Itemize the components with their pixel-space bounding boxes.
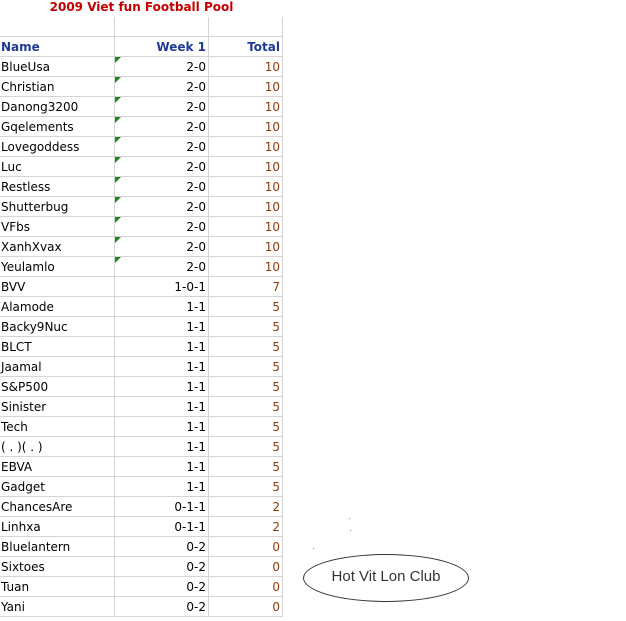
week1-record-cell[interactable]: 2-0 — [115, 97, 209, 117]
week1-record-cell[interactable]: 1-1 — [115, 297, 209, 317]
week1-record-cell[interactable]: 1-1 — [115, 377, 209, 397]
player-name-cell[interactable]: ChancesAre — [0, 497, 115, 517]
week1-record-cell[interactable]: 1-1 — [115, 417, 209, 437]
table-row — [0, 217, 283, 237]
player-name-cell[interactable]: BlueUsa — [0, 57, 115, 77]
name-column-header[interactable]: Name — [0, 37, 115, 57]
table-row — [0, 377, 283, 397]
total-points-cell[interactable]: 10 — [209, 137, 283, 157]
week1-record-cell[interactable]: 1-1 — [115, 357, 209, 377]
table-row — [0, 297, 283, 317]
total-points-cell[interactable]: 5 — [209, 397, 283, 417]
total-points-cell[interactable]: 10 — [209, 57, 283, 77]
cell-note-indicator-icon — [115, 257, 121, 263]
pool-title: 2009 Viet fun Football Pool — [49, 0, 234, 14]
total-column-header[interactable]: Total — [209, 37, 283, 57]
total-points-cell[interactable]: 5 — [209, 377, 283, 397]
week1-record-cell[interactable]: 2-0 — [115, 197, 209, 217]
player-name-cell[interactable]: Christian — [0, 77, 115, 97]
total-points-cell[interactable]: 5 — [209, 317, 283, 337]
week1-record-cell[interactable]: 0-2 — [115, 557, 209, 577]
player-name-cell[interactable]: Tuan — [0, 577, 115, 597]
week1-record-cell[interactable]: 0-1-1 — [115, 497, 209, 517]
week1-record-cell[interactable]: 2-0 — [115, 257, 209, 277]
total-points-cell[interactable]: 10 — [209, 197, 283, 217]
cell-note-indicator-icon — [115, 137, 121, 143]
table-row — [0, 397, 283, 417]
table-row — [0, 177, 283, 197]
table-row — [0, 197, 283, 217]
week1-record-cell[interactable]: 2-0 — [115, 57, 209, 77]
table-row — [0, 437, 283, 457]
week1-record-cell[interactable]: 1-1 — [115, 317, 209, 337]
player-name-cell[interactable]: ( . )( . ) — [0, 437, 115, 457]
total-points-cell[interactable]: 5 — [209, 297, 283, 317]
total-points-cell[interactable]: 0 — [209, 577, 283, 597]
cell-note-indicator-icon — [115, 157, 121, 163]
total-points-cell[interactable]: 10 — [209, 217, 283, 237]
total-points-cell[interactable]: 0 — [209, 537, 283, 557]
week1-record-cell[interactable]: 2-0 — [115, 137, 209, 157]
week1-record-cell[interactable]: 2-0 — [115, 217, 209, 237]
blank-row — [0, 17, 283, 37]
total-points-cell[interactable]: 10 — [209, 237, 283, 257]
total-points-cell[interactable]: 5 — [209, 477, 283, 497]
player-name-cell[interactable]: Sinister — [0, 397, 115, 417]
player-name-cell[interactable]: Lovegoddess — [0, 137, 115, 157]
table-row — [0, 237, 283, 257]
total-points-cell[interactable]: 10 — [209, 97, 283, 117]
player-name-cell[interactable]: XanhXvax — [0, 237, 115, 257]
player-name-cell[interactable]: S&P500 — [0, 377, 115, 397]
week1-record-cell[interactable]: 1-0-1 — [115, 277, 209, 297]
player-name-cell[interactable]: Jaamal — [0, 357, 115, 377]
player-name-cell[interactable]: Gadget — [0, 477, 115, 497]
table-row — [0, 117, 283, 137]
player-name-cell[interactable]: Restless — [0, 177, 115, 197]
week1-record-cell[interactable]: 1-1 — [115, 437, 209, 457]
table-row — [0, 517, 283, 537]
player-name-cell[interactable]: Bluelantern — [0, 537, 115, 557]
table-row — [0, 457, 283, 477]
stray-dot — [349, 518, 350, 519]
cell-note-indicator-icon — [115, 217, 121, 223]
total-points-cell[interactable]: 5 — [209, 417, 283, 437]
player-name-cell[interactable]: Danong3200 — [0, 97, 115, 117]
total-points-cell[interactable]: 5 — [209, 437, 283, 457]
week1-record-cell[interactable]: 1-1 — [115, 337, 209, 357]
week1-record-cell[interactable]: 2-0 — [115, 237, 209, 257]
table-row — [0, 357, 283, 377]
player-name-cell[interactable]: Backy9Nuc — [0, 317, 115, 337]
cell-note-indicator-icon — [115, 57, 121, 63]
table-row — [0, 257, 283, 277]
standings-rows — [0, 57, 283, 617]
cell-note-indicator-icon — [115, 177, 121, 183]
player-name-cell[interactable]: Luc — [0, 157, 115, 177]
table-row — [0, 477, 283, 497]
total-points-cell[interactable]: 5 — [209, 457, 283, 477]
table-row — [0, 497, 283, 517]
total-points-cell[interactable]: 5 — [209, 357, 283, 377]
week1-record-cell[interactable]: 1-1 — [115, 477, 209, 497]
player-name-cell[interactable]: Linhxa — [0, 517, 115, 537]
total-points-cell[interactable]: 10 — [209, 177, 283, 197]
player-name-cell[interactable]: Sixtoes — [0, 557, 115, 577]
total-points-cell[interactable]: 0 — [209, 597, 283, 617]
stray-dot — [350, 530, 351, 531]
week1-record-cell[interactable]: 0-2 — [115, 537, 209, 557]
total-points-cell[interactable]: 5 — [209, 337, 283, 357]
total-points-cell[interactable]: 10 — [209, 257, 283, 277]
total-points-cell[interactable]: 10 — [209, 117, 283, 137]
player-name-cell[interactable]: Shutterbug — [0, 197, 115, 217]
total-points-cell[interactable]: 10 — [209, 77, 283, 97]
player-name-cell[interactable]: Yani — [0, 597, 115, 617]
cell-note-indicator-icon — [115, 197, 121, 203]
cell-note-indicator-icon — [115, 237, 121, 243]
total-points-cell[interactable]: 0 — [209, 557, 283, 577]
week1-record-cell[interactable]: 2-0 — [115, 77, 209, 97]
table-row — [0, 77, 283, 97]
table-row — [0, 597, 283, 617]
player-name-cell[interactable]: Alamode — [0, 297, 115, 317]
total-points-cell[interactable]: 2 — [209, 517, 283, 537]
table-row — [0, 557, 283, 577]
table-row — [0, 537, 283, 557]
header-row — [0, 37, 283, 57]
total-points-cell[interactable]: 2 — [209, 497, 283, 517]
table-row — [0, 97, 283, 117]
player-name-cell[interactable]: BLCT — [0, 337, 115, 357]
table-row — [0, 157, 283, 177]
cell-note-indicator-icon — [115, 97, 121, 103]
week1-record-cell[interactable]: 0-1-1 — [115, 517, 209, 537]
club-oval: Hot Vit Lon Club — [303, 554, 469, 602]
table-row — [0, 317, 283, 337]
week1-record-cell[interactable]: 0-2 — [115, 577, 209, 597]
total-points-cell[interactable]: 7 — [209, 277, 283, 297]
week-column-header[interactable]: Week 1 — [115, 37, 209, 57]
week1-record-cell[interactable]: 0-2 — [115, 597, 209, 617]
cell-note-indicator-icon — [115, 77, 121, 83]
table-row — [0, 577, 283, 597]
player-name-cell[interactable]: BVV — [0, 277, 115, 297]
table-row — [0, 337, 283, 357]
total-points-cell[interactable]: 10 — [209, 157, 283, 177]
week1-record-cell[interactable]: 2-0 — [115, 157, 209, 177]
table-row — [0, 277, 283, 297]
player-name-cell[interactable]: Yeulamlo — [0, 257, 115, 277]
week1-record-cell[interactable]: 2-0 — [115, 177, 209, 197]
stray-dot — [313, 548, 314, 549]
player-name-cell[interactable]: EBVA — [0, 457, 115, 477]
week1-record-cell[interactable]: 2-0 — [115, 117, 209, 137]
player-name-cell[interactable]: VFbs — [0, 217, 115, 237]
cell-note-indicator-icon — [115, 117, 121, 123]
player-name-cell[interactable]: Tech — [0, 417, 115, 437]
table-row — [0, 137, 283, 157]
table-row — [0, 57, 283, 77]
week1-record-cell[interactable]: 1-1 — [115, 457, 209, 477]
standings-grid — [0, 17, 283, 617]
week1-record-cell[interactable]: 1-1 — [115, 397, 209, 417]
table-row — [0, 417, 283, 437]
player-name-cell[interactable]: Gqelements — [0, 117, 115, 137]
